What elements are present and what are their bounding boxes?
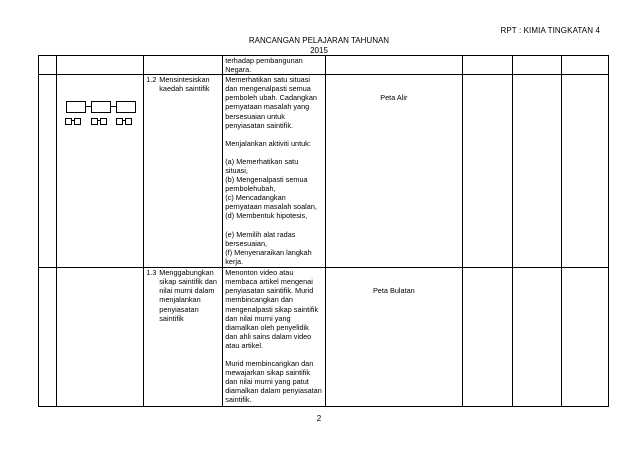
table-cell xyxy=(512,268,562,407)
activity-cell xyxy=(223,268,325,407)
standard-cell xyxy=(144,75,223,268)
document-title xyxy=(0,36,638,56)
table-cell xyxy=(57,268,144,407)
thinking-map-label: Peta Alir xyxy=(380,93,408,103)
activity-line: Memerhatikan satu situasi dan mengenalpasti semua pemboleh ubah. Cadangkan pernyataan masalah yang bersesuaian untuk penyiasatan saintifik. xyxy=(225,75,317,130)
thinking-map-cell xyxy=(325,75,463,268)
table-cell xyxy=(463,56,513,75)
activity-line: Negara. xyxy=(225,65,252,75)
flow-box xyxy=(66,101,86,113)
standard-text: Mensintesiskan kaedah saintifik xyxy=(159,75,210,94)
standard-cell xyxy=(144,268,223,407)
activity-line: (d) Membentuk hipotesis, xyxy=(225,211,308,221)
standard-text: Menggabungkan sikap saintifik dan nilai murni dalam menjalankan penyiasatan saintifik xyxy=(159,268,217,323)
flow-map-diagram xyxy=(59,75,141,135)
activity-line: (f) Menyenaraikan langkah kerja. xyxy=(225,247,312,266)
thinking-map-cell xyxy=(325,268,463,407)
flow-substep-box xyxy=(125,118,132,125)
flow-box xyxy=(116,101,136,113)
standard-number: 1.3 xyxy=(146,268,157,278)
title-line-1: RANCANGAN PELAJARAN TAHUNAN xyxy=(248,36,390,45)
activity-line: terhadap pembangunan xyxy=(225,56,303,65)
title-line-2: 2015 xyxy=(310,46,328,55)
table-cell xyxy=(512,56,562,75)
page-number: 2 xyxy=(316,414,322,423)
table-cell xyxy=(562,56,609,75)
activity-line: Murid membincangkan dan mewajarkan sikap saintifik dan nilai murni yang patut diamalkan dalam penyiasatan saintifik. xyxy=(225,359,322,405)
activity-cell xyxy=(223,75,325,268)
table-row xyxy=(39,268,609,407)
table-row xyxy=(39,56,609,75)
table-cell xyxy=(562,268,609,407)
table-cell xyxy=(57,56,144,75)
table-cell xyxy=(562,75,609,268)
table-cell xyxy=(144,56,223,75)
activity-line: (b) Mengenalpasti semua pembolehubah, xyxy=(225,175,308,194)
thinking-map-label: Peta Bulatan xyxy=(372,286,415,296)
activity-cell xyxy=(223,56,325,75)
table-cell xyxy=(325,56,463,75)
flow-substep-box xyxy=(74,118,81,125)
flow-box xyxy=(91,101,111,113)
table-cell xyxy=(463,268,513,407)
flow-substep-box xyxy=(100,118,107,125)
standard-number: 1.2 xyxy=(146,75,157,85)
table-cell xyxy=(512,75,562,268)
activity-line: Menjalankan aktiviti untuk: xyxy=(225,138,311,148)
table-cell xyxy=(463,75,513,268)
document-header: RPT : KIMIA TINGKATAN 4 xyxy=(500,26,600,35)
table-row xyxy=(39,75,609,268)
diagram-cell xyxy=(57,75,144,268)
activity-line: Menonton video atau membaca artikel mengenai penyiasatan saintifik. Murid membincangkan dan mengenalpasti sikap saintifik dan nilai murni yang diamalkan oleh penyelidik dan ahli sains dalam video atau artikel. xyxy=(225,268,319,350)
activity-line: (c) Mencadangkan pernyataan masalah soalan, xyxy=(225,193,317,212)
table-cell xyxy=(39,268,57,407)
activity-line: (e) Memilih alat radas bersesuaian, xyxy=(225,229,296,248)
table-cell xyxy=(39,75,57,268)
activity-line: (a) Memerhatikan satu situasi, xyxy=(225,156,299,175)
plan-table xyxy=(38,55,609,407)
table-cell xyxy=(39,56,57,75)
